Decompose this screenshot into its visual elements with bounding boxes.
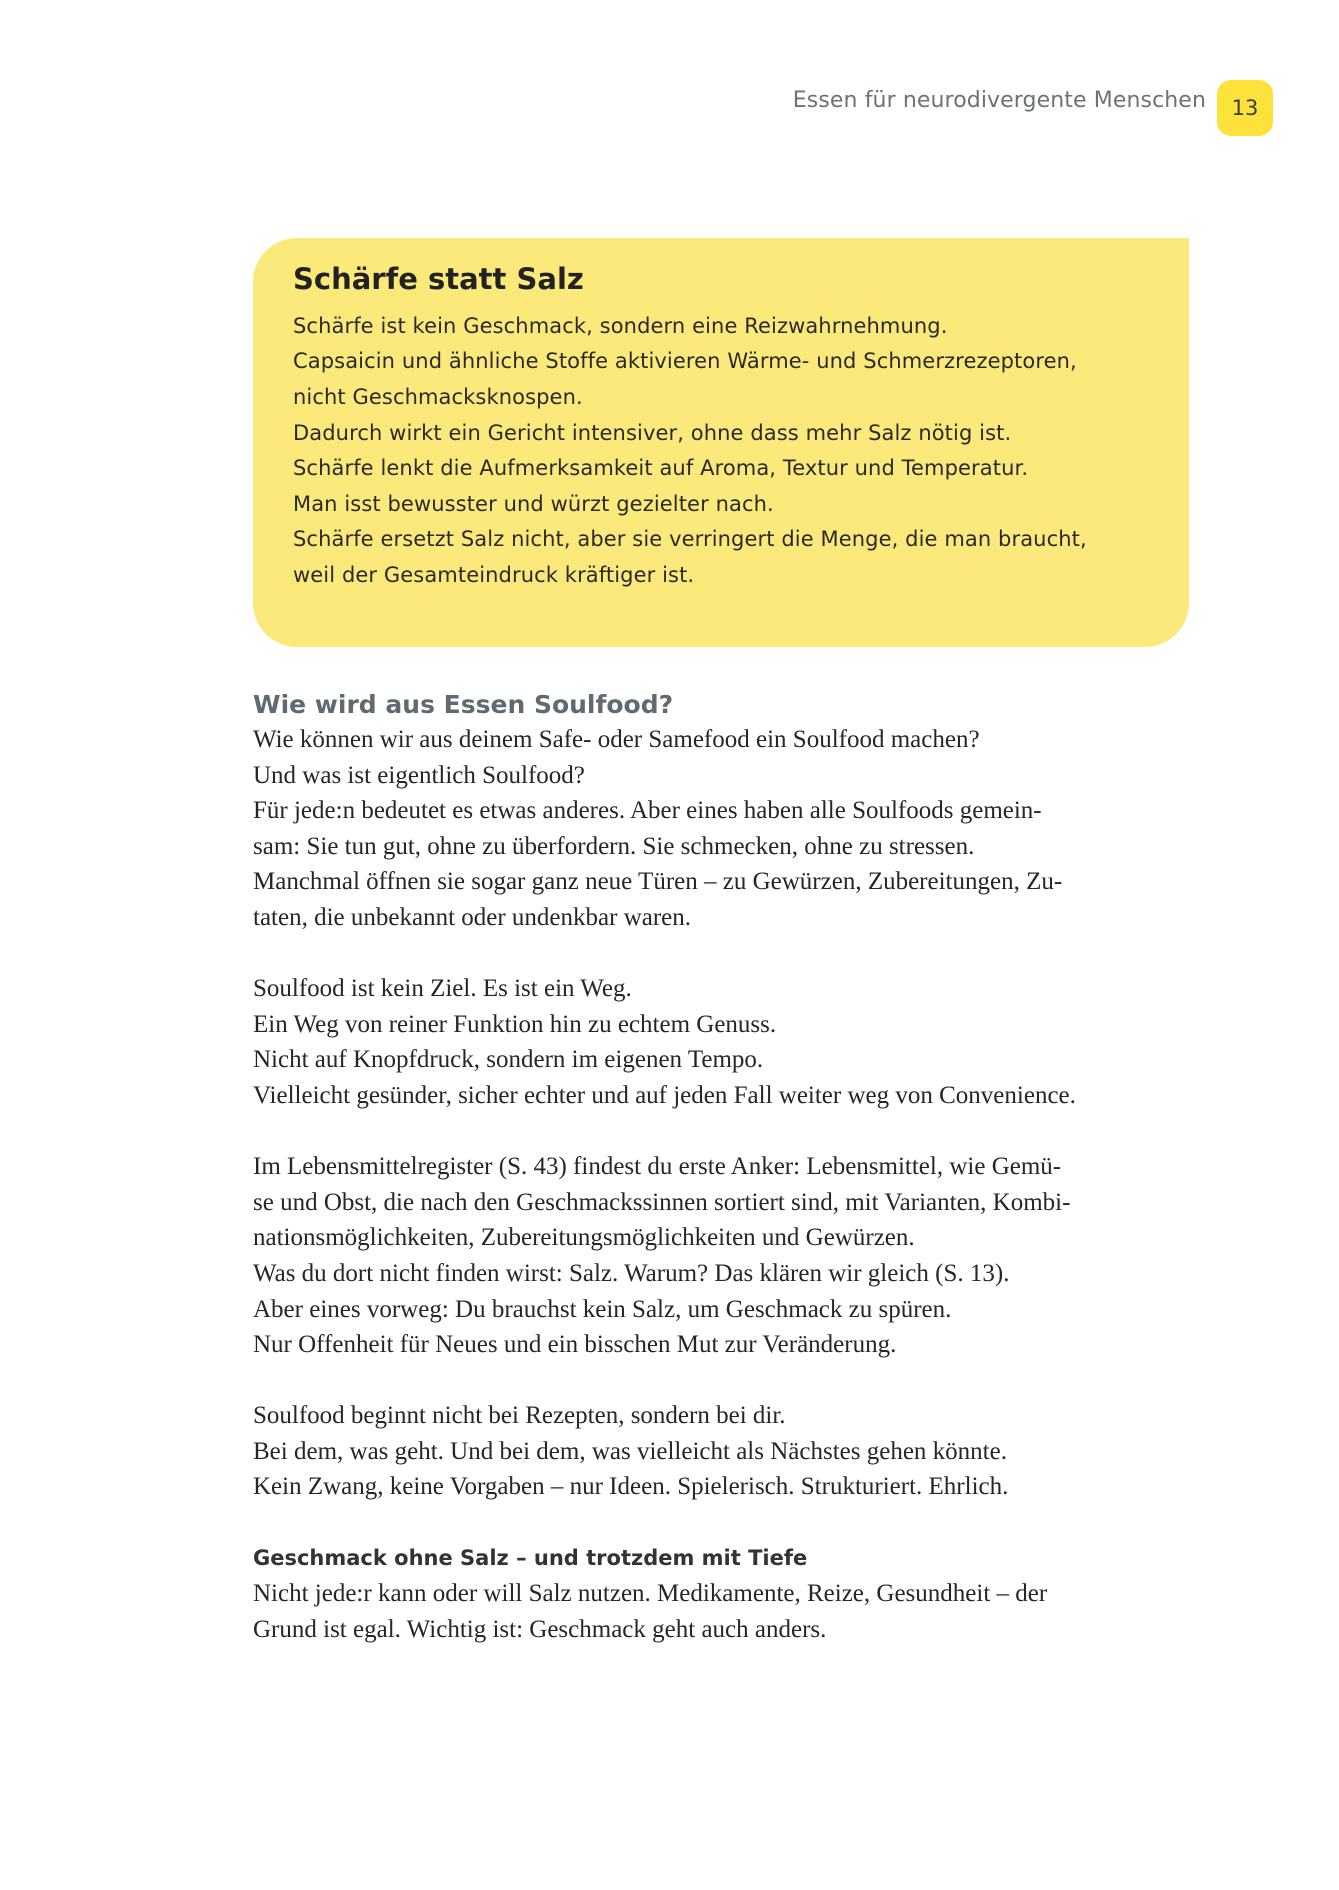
text-line: se und Obst, die nach den Geschmackssinnen sortiert sind, mit Varianten, Kombi- xyxy=(253,1188,1071,1216)
paragraph-2 xyxy=(253,971,1193,1113)
paragraph-3 xyxy=(253,1149,1193,1363)
text-line: Soulfood beginnt nicht bei Rezepten, sondern bei dir. xyxy=(253,1402,786,1430)
paragraph-5 xyxy=(253,1541,1193,1648)
text-line: Manchmal öffnen sie sogar ganz neue Türen – zu Gewürzen, Zubereitungen, Zu- xyxy=(253,868,1063,896)
info-box-line: Schärfe ist kein Geschmack, sondern eine Reizwahrnehmung. xyxy=(293,313,948,338)
info-box-line: Schärfe ersetzt Salz nicht, aber sie verringert die Menge, die man braucht, xyxy=(293,527,1087,552)
text-line: Nicht jede:r kann oder will Salz nutzen. Medikamente, Reize, Gesundheit – der xyxy=(253,1580,1048,1608)
text-line: Bei dem, was geht. Und bei dem, was vielleicht als Nächstes gehen könnte. xyxy=(253,1437,1007,1465)
info-box xyxy=(253,238,1189,647)
text-line: Soulfood ist kein Ziel. Es ist ein Weg. xyxy=(253,975,632,1003)
text-line: Vielleicht gesünder, sicher echter und auf jeden Fall weiter weg von Convenience. xyxy=(253,1081,1076,1109)
info-box-line: Dadurch wirkt ein Gericht intensiver, ohne dass mehr Salz nötig ist. xyxy=(293,420,1012,445)
text-line: Wie können wir aus deinem Safe- oder Samefood ein Soulfood machen? xyxy=(253,726,980,753)
paragraph-4 xyxy=(253,1398,1193,1505)
text-line: Kein Zwang, keine Vorgaben – nur Ideen. Spielerisch. Strukturiert. Ehrlich. xyxy=(253,1473,1009,1501)
text-line: sam: Sie tun gut, ohne zu überfordern. Sie schmecken, ohne zu stressen. xyxy=(253,832,975,860)
text-line: nationsmöglichkeiten, Zubereitungsmöglichkeiten und Gewürzen. xyxy=(253,1224,915,1252)
info-box-line: weil der Gesamteindruck kräftiger ist. xyxy=(293,562,695,587)
info-box-line: Schärfe lenkt die Aufmerksamkeit auf Aroma, Textur und Temperatur. xyxy=(293,456,1029,481)
text-line: Nur Offenheit für Neues und ein bisschen Mut zur Veränderung. xyxy=(253,1331,897,1359)
text-line: Im Lebensmittelregister (S. 43) findest du erste Anker: Lebensmittel, wie Gemü- xyxy=(253,1153,1062,1181)
text-line: Aber eines vorweg: Du brauchst kein Salz, um Geschmack zu spüren. xyxy=(253,1295,952,1323)
page-number: 13 xyxy=(1231,96,1259,120)
info-box-line: Capsaicin und ähnliche Stoffe aktivieren Wärme- und Schmerzrezeptoren, xyxy=(293,349,1077,374)
section-heading: Wie wird aus Essen Soulfood? xyxy=(253,690,674,719)
subheading: Geschmack ohne Salz – und trotzdem mit Tiefe xyxy=(253,1545,808,1570)
info-box-line: nicht Geschmacksknospen. xyxy=(293,384,583,409)
paragraph-1 xyxy=(253,722,1193,936)
main-content xyxy=(253,688,1193,1647)
text-line: Für jede:n bedeutet es etwas anderes. Aber eines haben alle Soulfoods gemein- xyxy=(253,797,1042,825)
text-line: Nicht auf Knopfdruck, sondern im eigenen Tempo. xyxy=(253,1046,764,1074)
text-line: Ein Weg von reiner Funktion hin zu echtem Genuss. xyxy=(253,1010,777,1038)
running-header-title: Essen für neurodivergente Menschen xyxy=(792,88,1206,113)
info-box-title: Schärfe statt Salz xyxy=(293,262,584,296)
info-box-line: Man isst bewusster und würzt gezielter nach. xyxy=(293,491,774,516)
page-number-badge xyxy=(1217,80,1273,136)
text-line: Grund ist egal. Wichtig ist: Geschmack geht auch anders. xyxy=(253,1615,827,1643)
text-line: Was du dort nicht finden wirst: Salz. Warum? Das klären wir gleich (S. 13). xyxy=(253,1259,1010,1287)
text-line: taten, die unbekannt oder undenkbar waren. xyxy=(253,903,692,931)
text-line: Und was ist eigentlich Soulfood? xyxy=(253,761,585,789)
